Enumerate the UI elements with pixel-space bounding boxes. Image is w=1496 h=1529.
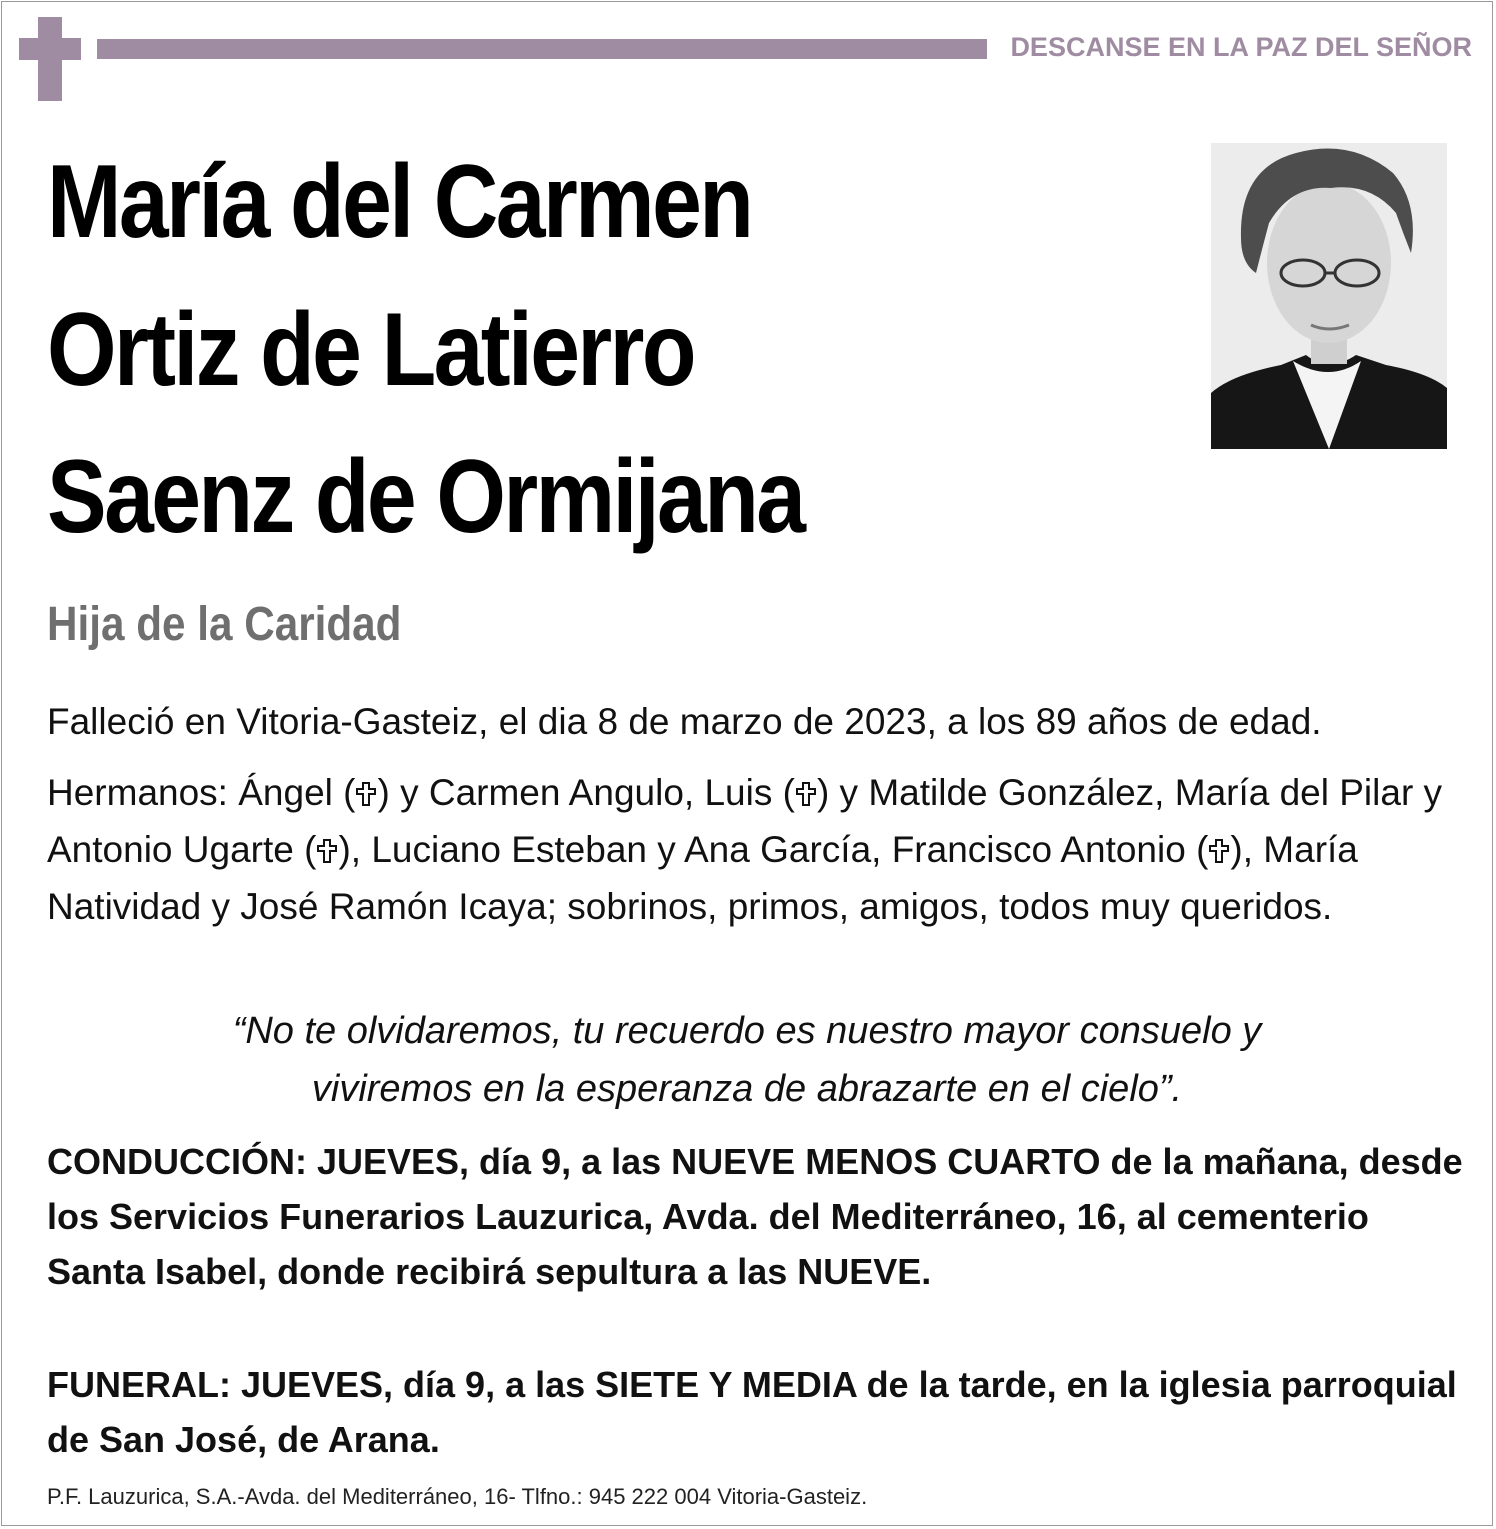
- cross-icon: [795, 781, 817, 807]
- family-text-1: Hermanos: Ángel (: [47, 772, 356, 813]
- family-text-5: ), María Natividad y José Ramón Icaya; sobrinos, primos, amigos, todos muy queridos.: [47, 829, 1358, 927]
- deceased-name-line-3: Saenz de Ormijana: [47, 439, 804, 555]
- deceased-name-line-1: María del Carmen: [47, 144, 752, 260]
- family-text-4: ), Luciano Esteban y Ana García, Francisco Antonio (: [338, 829, 1209, 870]
- conduccion-details: CONDUCCIÓN: JUEVES, día 9, a las NUEVE MENOS CUARTO de la mañana, desde los Servicios Funerarios Lauzurica, Avda. del Mediterráneo, 16, al cementerio Santa Isabel, donde recibirá sepultura a las NUEVE.: [47, 1141, 1463, 1292]
- family-list: [47, 764, 1467, 935]
- header-divider: [97, 39, 987, 59]
- family-text-3: ) y Matilde González, María del Pilar y Antonio Ugarte (: [47, 772, 1443, 870]
- latin-cross-icon-arm: [19, 38, 81, 60]
- portrait-photo: [1211, 143, 1447, 449]
- quote-line-2: viviremos en la esperanza de abrazarte en el cielo”.: [311, 1068, 1183, 1110]
- family-text-2: ) y Carmen Angulo, Luis (: [377, 772, 795, 813]
- deceased-name-line-2: Ortiz de Latierro: [47, 292, 694, 408]
- quote-line-1: “No te olvidaremos, tu recuerdo es nuestro mayor consuelo y: [232, 1010, 1262, 1052]
- header-tagline: DESCANSE EN LA PAZ DEL SEÑOR: [1010, 32, 1472, 62]
- cross-icon: [1208, 838, 1230, 864]
- funeral-details: FUNERAL: JUEVES, día 9, a las SIETE Y MEDIA de la tarde, en la iglesia parroquial de San José, de Arana.: [47, 1364, 1457, 1460]
- deceased-subtitle: Hija de la Caridad: [47, 598, 402, 651]
- cross-icon: [355, 781, 377, 807]
- memorial-quote: [47, 1002, 1447, 1118]
- cross-icon: [316, 838, 338, 864]
- death-notice: Falleció en Vitoria-Gasteiz, el dia 8 de marzo de 2023, a los 89 años de edad.: [47, 701, 1322, 742]
- funeral-home-footer: P.F. Lauzurica, S.A.-Avda. del Mediterráneo, 16- Tlfno.: 945 222 004 Vitoria-Gasteiz.: [47, 1484, 868, 1509]
